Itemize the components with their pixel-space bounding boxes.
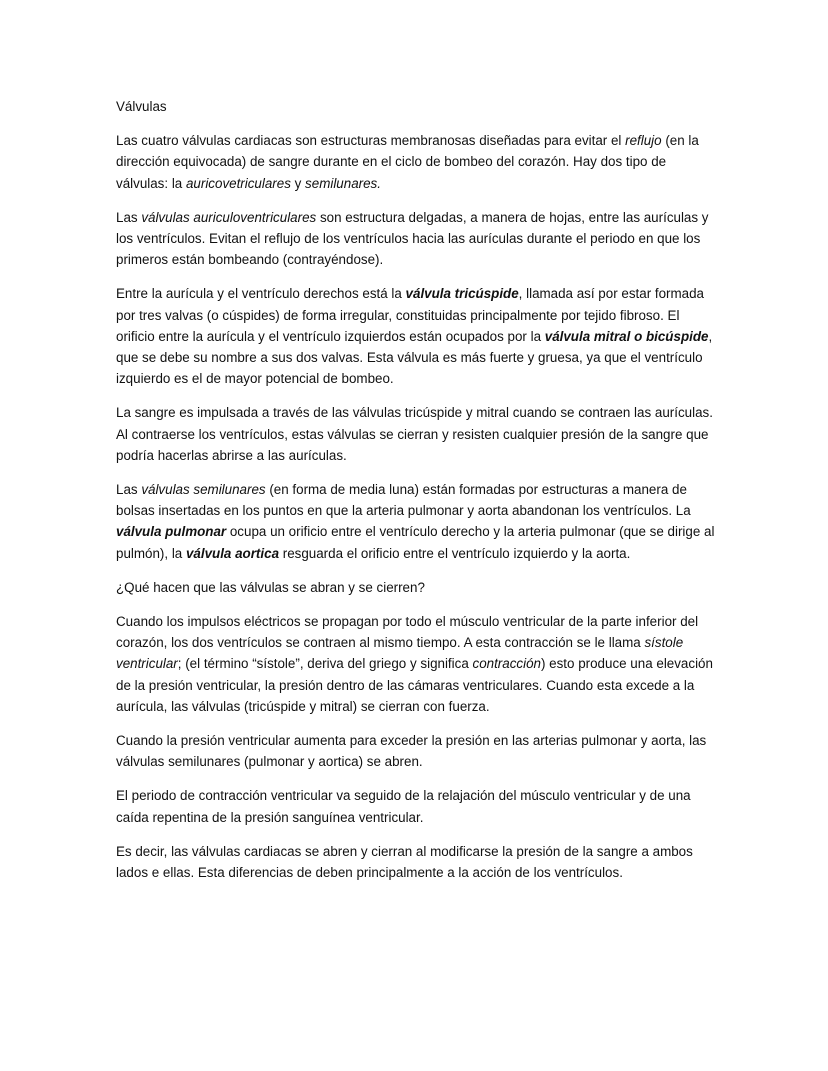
paragraph	[116, 283, 716, 389]
text-run: (en forma de media luna) están formadas por estructuras a manera de bolsas insertadas en los puntos en que la arteria pulmonar y aorta abandonan los ventrículos. La	[116, 482, 691, 519]
italic-term: válvulas auriculoventriculares	[141, 209, 317, 225]
bold-italic-term: válvula pulmonar	[116, 524, 227, 540]
text-run: Las	[116, 209, 142, 225]
text-run: ¿Qué hacen que las válvulas se abran y se cierren?	[116, 579, 425, 595]
italic-term: semilunares.	[305, 175, 381, 191]
bold-italic-term: válvula aortica	[185, 545, 280, 561]
paragraph	[116, 577, 716, 598]
italic-term: válvulas semilunares	[141, 482, 266, 498]
text-run: La sangre es impulsada a través de las válvulas tricúspide y mitral cuando se contraen las aurículas. Al contraerse los ventrículos, estas válvulas se cierran y resisten cualquier presión de la sangre que podría hacerlas abrirse a las aurículas.	[116, 405, 713, 463]
text-run: , que se debe su nombre a sus dos valvas. Esta válvula es más fuerte y gruesa, ya que el ventrículo izquierdo es el de mayor potencial de bombeo.	[116, 328, 713, 387]
text-run: ; (el término “sístole”, deriva del griego y significa	[177, 656, 473, 672]
text-run: Cuando la presión ventricular aumenta para exceder la presión en las arterias pulmonar y aorta, las válvulas semilunares (pulmonar y aortica) se abren.	[116, 733, 707, 770]
text-run: El periodo de contracción ventricular va seguido de la relajación del músculo ventricular y de una caída repentina de la presión sanguínea ventricular.	[116, 788, 691, 825]
italic-term: contracción	[472, 656, 541, 672]
text-run: Las cuatro válvulas cardiacas son estructuras membranosas diseñadas para evitar el	[116, 133, 626, 149]
text-run: , llamada así por estar formada por tres valvas (o cúspides) de forma irregular, constituidas principalmente por tejido fibroso. El orificio entre la aurícula y el ventrículo izquierdos están ocupados por la	[116, 286, 704, 344]
document-body	[116, 130, 716, 883]
document-heading: Válvulas	[116, 99, 167, 114]
bold-italic-term: válvula tricúspide	[405, 286, 519, 302]
text-run: Entre la aurícula y el ventrículo derechos está la	[116, 286, 406, 302]
paragraph	[116, 130, 716, 194]
paragraph	[116, 402, 716, 466]
paragraph	[116, 730, 716, 772]
document-page	[116, 96, 716, 896]
italic-term: reflujo	[625, 133, 662, 149]
text-run: y	[290, 175, 306, 191]
text-run: Cuando los impulsos eléctricos se propagan por todo el músculo ventricular de la parte inferior del corazón, los dos ventrículos se contraen al mismo tiempo. A esta contracción se le llama	[116, 614, 699, 651]
text-run: (en la dirección equivocada) de sangre durante en el ciclo de bombeo del corazón. Hay dos tipo de válvulas: la	[116, 133, 699, 191]
text-run: son estructura delgadas, a manera de hojas, entre las aurículas y los ventrículos. Evitan el reflujo de los ventrículos hacia las aurículas durante el periodo en que los primeros están bombeando (contrayéndose).	[116, 209, 709, 268]
text-run: ) esto produce una elevación de la presión ventricular, la presión dentro de las cámaras ventriculares. Cuando esta excede a la aurícula, las válvulas (tricúspide y mitral) se cierran con fuerza.	[116, 656, 713, 714]
paragraph	[116, 207, 716, 271]
italic-term: sístole ventricular	[116, 635, 684, 672]
italic-term: auricovetriculares	[185, 175, 291, 191]
paragraph	[116, 785, 716, 827]
paragraph	[116, 611, 716, 717]
text-run: Las	[116, 482, 142, 498]
text-run: Es decir, las válvulas cardiacas se abren y cierran al modificarse la presión de la sangre a ambos lados e ellas. Esta diferencias de deben principalmente a la acción de los ventrículos.	[116, 843, 693, 881]
text-run: resguarda el orificio entre el ventrículo izquierdo y la aorta.	[279, 545, 631, 561]
paragraph	[116, 479, 716, 564]
bold-italic-term: válvula mitral o bicúspide	[544, 328, 709, 344]
paragraph	[116, 841, 716, 883]
text-run: ocupa un orificio entre el ventrículo derecho y la arteria pulmonar (que se dirige al pulmón), la	[116, 524, 715, 561]
